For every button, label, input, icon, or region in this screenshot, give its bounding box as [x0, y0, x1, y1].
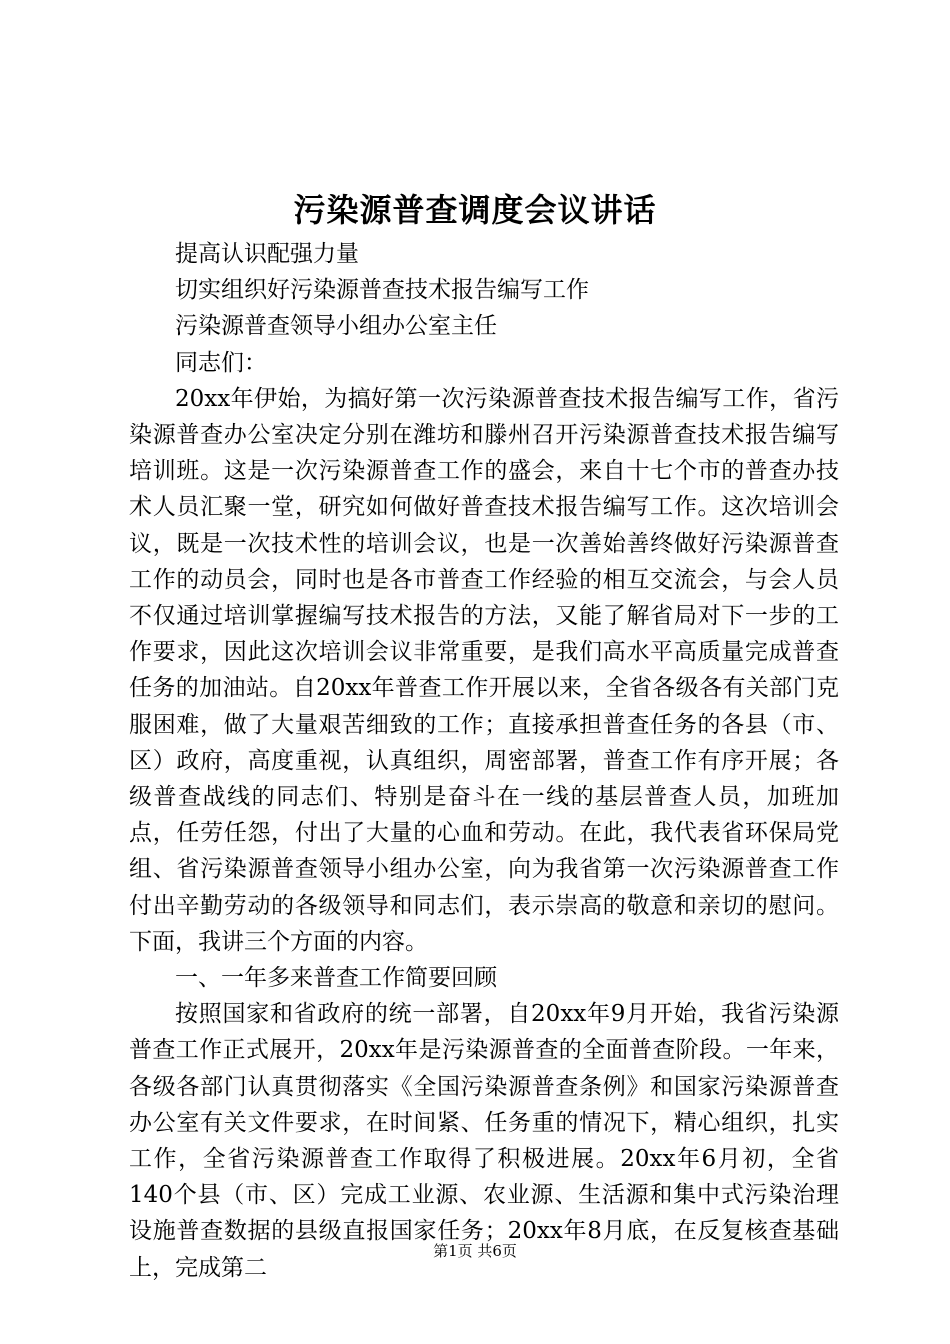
body-paragraph: 按照国家和省政府的统一部署，自20xx年9月开始，我省污染源普查工作正式展开，20xx年是污染源普查的全面普查阶段。一年来，各级各部门认真贯彻落实《全国污染源普查条例》和国家污染源普查办公室有关文件要求，在时间紧、任务重的情况下，精心组织，扎实工作，全省污染源普查工作取得了积极进展。20xx年6月初，全省140个县（市、区）完成工业源、农业源、生活源和集中式污染治理设施普查数据的县级直报国家任务；20xx年8月底，在反复核查基础上，完成第二 — [129, 1001, 839, 1281]
page-footer: 第1页 共6页 — [433, 1242, 517, 1260]
salutation: 同志们： — [175, 349, 267, 376]
speaker-line: 污染源普查领导小组办公室主任 — [175, 313, 497, 340]
document-body — [129, 236, 839, 1286]
subtitle-line: 切实组织好污染源普查技术报告编写工作 — [175, 277, 589, 304]
document-title: 污染源普查调度会议讲话 — [293, 191, 657, 229]
subtitle-line: 提高认识配强力量 — [175, 241, 359, 267]
body-paragraph: 20xx年伊始，为搞好第一次污染源普查技术报告编写工作，省污染源普查办公室决定分别在潍坊和滕州召开污染源普查技术报告编写培训班。这是一次污染源普查工作的盛会，来自十七个市的普查办技术人员汇聚一堂，研究如何做好普查技术报告编写工作。这次培训会议，既是一次技术性的培训会议，也是一次善始善终做好污染源普查工作的动员会，同时也是各市普查工作经验的相互交流会，与会人员不仅通过培训掌握编写技术报告的方法，又能了解省局对下一步的工作要求，因此这次培训会议非常重要，是我们高水平高质量完成普查任务的加油站。自20xx年普查工作开展以来，全省各级各有关部门克服困难，做了大量艰苦细致的工作；直接承担普查任务的各县（市、区）政府，高度重视，认真组织，周密部署，普查工作有序开展；各级普查战线的同志们、特别是奋斗在一线的基层普查人员，加班加点，任劳任怨，付出了大量的心血和劳动。在此，我代表省环保局党组、省污染源普查领导小组办公室，向为我省第一次污染源普查工作付出辛勤劳动的各级领导和同志们，表示崇高的敬意和亲切的慰问。下面，我讲三个方面的内容。 — [129, 385, 839, 955]
section-heading: 一、一年多来普查工作简要回顾 — [175, 965, 497, 992]
